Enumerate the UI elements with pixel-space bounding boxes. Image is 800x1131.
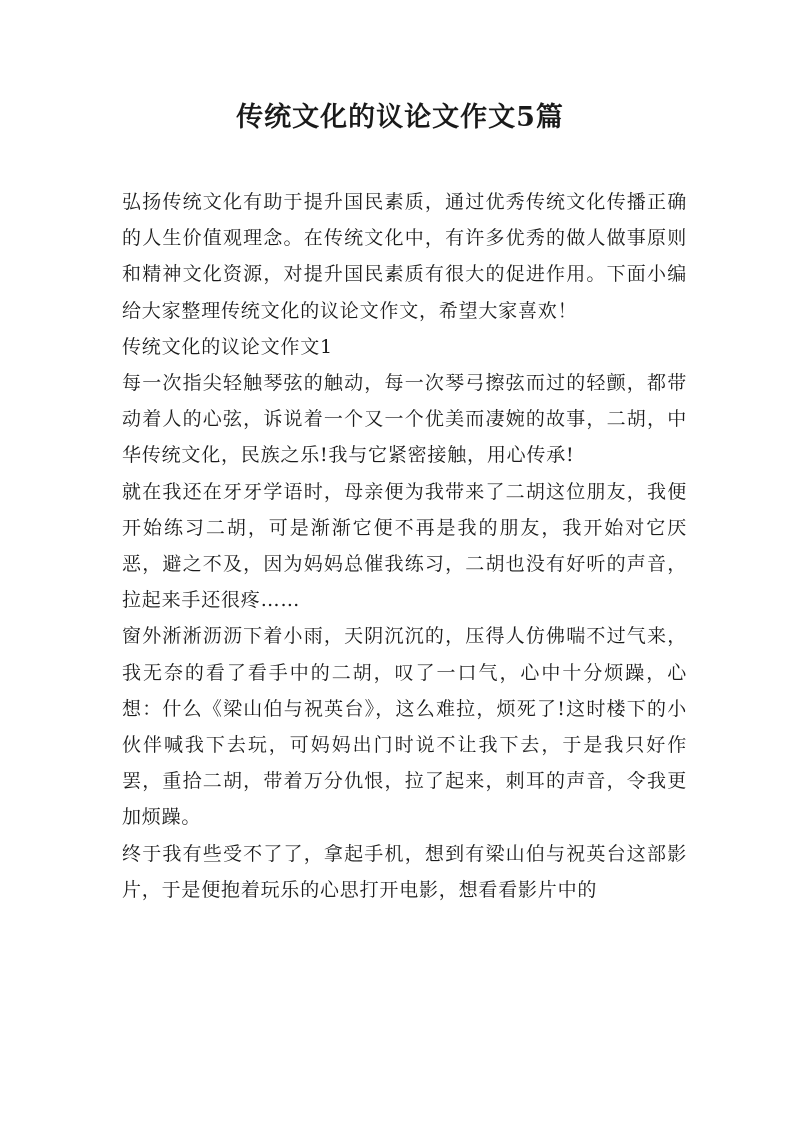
body-paragraph: 终于我有些受不了了，拿起手机，想到有梁山伯与祝英台这部影片，于是便抱着玩乐的心思打开电影，想看看影片中的: [122, 842, 687, 901]
body-paragraph: 每一次指尖轻触琴弦的触动，每一次琴弓擦弦而过的轻颤，都带动着人的心弦，诉说着一个又一个优美而凄婉的故事，二胡，中华传统文化，民族之乐!我与它紧密接触，用心传承!: [122, 372, 687, 467]
body-paragraph: 窗外淅淅沥沥下着小雨，天阴沉沉的，压得人仿佛喘不过气来，我无奈的看了看手中的二胡，叹了一口气，心中十分烦躁，心想：什么《梁山伯与祝英台》，这么难拉，烦死了!这时楼下的小伙伴喊我下去玩，可妈妈出门时说不让我下去，于是我只好作罢，重拾二胡，带着万分仇恨，拉了起来，刺耳的声音，令我更加烦躁。: [122, 625, 687, 829]
document-body: [122, 184, 687, 908]
intro-paragraph: 弘扬传统文化有助于提升国民素质，通过优秀传统文化传播正确的人生价值观理念。在传统文化中，有许多优秀的做人做事原则和精神文化资源，对提升国民素质有很大的促进作用。下面小编给大家整理传统文化的议论文作文，希望大家喜欢！: [122, 191, 687, 322]
body-paragraph: 就在我还在牙牙学语时，母亲便为我带来了二胡这位朋友，我便开始练习二胡，可是渐渐它便不再是我的朋友，我开始对它厌恶，避之不及，因为妈妈总催我练习，二胡也没有好听的声音，拉起来手还很疼……: [122, 480, 687, 612]
document-title: 传统文化的议论文作文5篇: [236, 102, 564, 133]
section-heading: 传统文化的议论文作文1: [122, 335, 333, 358]
